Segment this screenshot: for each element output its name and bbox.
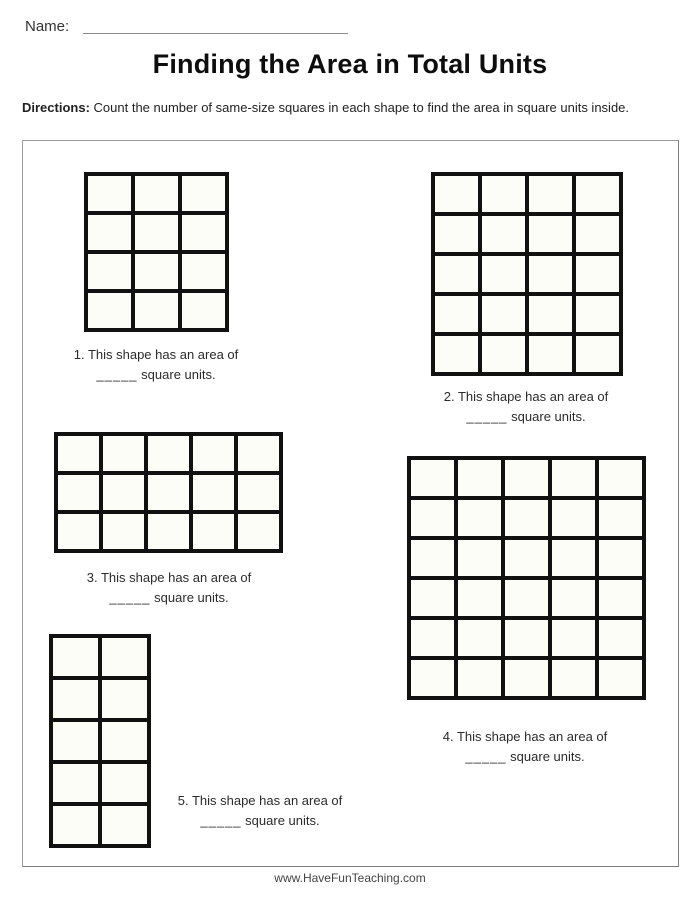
grid-cell [53,722,98,760]
shape-2-caption-line1: 2. This shape has an area of [443,389,609,404]
grid-cell [238,514,279,549]
grid-cell [135,176,178,211]
worksheet-box [22,140,679,867]
shape-5-grid [49,634,151,848]
grid-cell [482,176,525,212]
grid-cell [435,336,478,372]
grid-cell [88,293,131,328]
grid-cell [148,475,189,510]
shape-4-answer-blank: _____ [465,749,507,764]
grid-cell [529,216,572,252]
grid-cell [552,540,595,576]
shape-5-caption-line2: square units. [245,813,320,828]
grid-cell [435,216,478,252]
directions-label: Directions: [22,100,90,115]
shape-3-caption [54,568,284,608]
grid-cell [505,500,548,536]
grid-cell [458,460,501,496]
grid-cell [458,620,501,656]
shape-3-caption-line2: square units. [154,590,229,605]
shape-4-caption-line2: square units. [510,749,585,764]
grid-cell [182,254,225,289]
grid-cell [88,254,131,289]
shape-5-caption-line1: 5. This shape has an area of [177,793,343,808]
grid-cell [599,460,642,496]
grid-cell [529,176,572,212]
grid-cell [505,620,548,656]
shape-2-grid [431,172,623,376]
grid-cell [103,514,144,549]
grid-cell [599,500,642,536]
grid-cell [102,764,147,802]
grid-cell [411,540,454,576]
grid-cell [411,500,454,536]
grid-cell [529,256,572,292]
shape-1-answer-blank: _____ [96,367,138,382]
grid-cell [505,460,548,496]
grid-cell [411,660,454,696]
grid-cell [411,620,454,656]
grid-cell [599,660,642,696]
grid-cell [576,176,619,212]
grid-cell [505,660,548,696]
grid-cell [576,216,619,252]
grid-cell [529,296,572,332]
grid-cell [458,580,501,616]
grid-cell [182,176,225,211]
grid-cell [458,540,501,576]
grid-cell [411,580,454,616]
shape-5-caption [145,791,375,831]
shape-4-grid [407,456,646,700]
grid-cell [238,436,279,471]
grid-cell [103,436,144,471]
grid-cell [482,256,525,292]
shape-4-caption-line1: 4. This shape has an area of [442,729,608,744]
directions [22,100,682,115]
grid-cell [599,540,642,576]
grid-cell [102,638,147,676]
shape-2-caption-line2: square units. [511,409,586,424]
grid-cell [552,620,595,656]
grid-cell [53,764,98,802]
grid-cell [58,475,99,510]
grid-cell [135,215,178,250]
grid-cell [148,436,189,471]
name-blank-line [83,16,348,34]
shape-4-caption [410,727,640,767]
shape-1-caption-line2: square units. [141,367,216,382]
shape-1-grid [84,172,229,332]
shape-1-caption-line1: 1. This shape has an area of [73,347,239,362]
grid-cell [102,722,147,760]
grid-cell [599,580,642,616]
grid-cell [53,638,98,676]
grid-cell [482,216,525,252]
grid-cell [193,436,234,471]
grid-cell [193,514,234,549]
grid-cell [576,256,619,292]
grid-cell [458,500,501,536]
shape-3-caption-line1: 3. This shape has an area of [86,570,252,585]
grid-cell [182,293,225,328]
page-title: Finding the Area in Total Units [152,49,548,79]
grid-cell [482,336,525,372]
shape-3-grid [54,432,283,553]
grid-cell [193,475,234,510]
grid-cell [102,806,147,844]
footer-url: www.HaveFunTeaching.com [274,871,426,885]
grid-cell [576,336,619,372]
grid-cell [599,620,642,656]
grid-cell [505,580,548,616]
grid-cell [552,500,595,536]
shape-1-caption [41,345,271,385]
grid-cell [552,660,595,696]
grid-cell [88,176,131,211]
grid-cell [88,215,131,250]
shape-3-answer-blank: _____ [109,590,151,605]
shape-2-caption [411,387,641,427]
grid-cell [435,296,478,332]
grid-cell [529,336,572,372]
grid-cell [135,293,178,328]
grid-cell [435,256,478,292]
grid-cell [103,475,144,510]
grid-cell [182,215,225,250]
grid-cell [411,460,454,496]
shape-2-answer-blank: _____ [466,409,508,424]
name-label: Name: [25,18,70,35]
grid-cell [552,580,595,616]
grid-cell [458,660,501,696]
grid-cell [576,296,619,332]
shape-5-answer-blank: _____ [200,813,242,828]
grid-cell [58,514,99,549]
grid-cell [58,436,99,471]
grid-cell [148,514,189,549]
directions-text: Count the number of same-size squares in each shape to find the area in square units inside. [93,100,630,115]
grid-cell [482,296,525,332]
grid-cell [102,680,147,718]
grid-cell [435,176,478,212]
grid-cell [135,254,178,289]
grid-cell [53,806,98,844]
grid-cell [238,475,279,510]
grid-cell [505,540,548,576]
grid-cell [552,460,595,496]
grid-cell [53,680,98,718]
